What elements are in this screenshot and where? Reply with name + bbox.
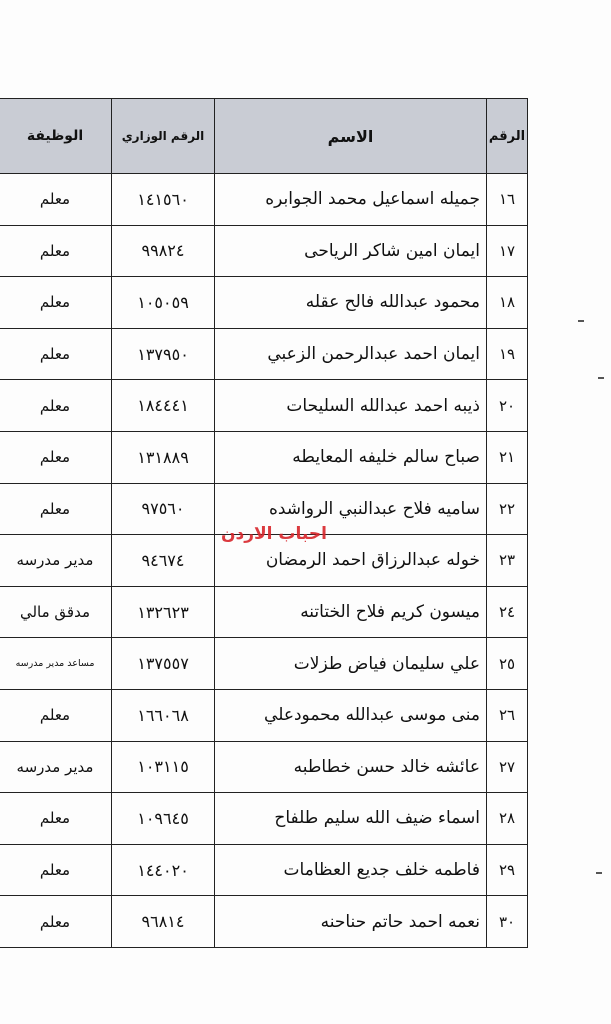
row-number: ٢٣: [487, 535, 528, 587]
row-name: صباح سالم خليفه المعايطه: [215, 431, 487, 483]
employee-table: [0, 98, 528, 948]
row-job: معلم: [0, 380, 112, 432]
header-number: الرقم: [487, 99, 528, 174]
table-row: [0, 586, 528, 638]
row-ministry-number: ١٣٧٩٥٠: [112, 328, 215, 380]
row-name: ايمان امين شاكر الرياحى: [215, 225, 487, 277]
table-body: [0, 174, 528, 948]
row-job: مدير مدرسه: [0, 535, 112, 587]
row-name: اسماء ضيف الله سليم طلفاح: [215, 793, 487, 845]
row-job: معلم: [0, 225, 112, 277]
row-number: ٢٤: [487, 586, 528, 638]
table-row: [0, 431, 528, 483]
table-row: [0, 380, 528, 432]
table-row: [0, 793, 528, 845]
row-name: خوله عبدالرزاق احمد الرمضان: [215, 535, 487, 587]
row-ministry-number: ٩٦٨١٤: [112, 896, 215, 948]
table-row: [0, 689, 528, 741]
row-number: ١٧: [487, 225, 528, 277]
row-name: نعمه احمد حاتم حناحنه: [215, 896, 487, 948]
row-ministry-number: ١٠٩٦٤٥: [112, 793, 215, 845]
row-name: ايمان احمد عبدالرحمن الزعبي: [215, 328, 487, 380]
row-job: معلم: [0, 844, 112, 896]
row-number: ١٩: [487, 328, 528, 380]
row-name: علي سليمان فياض طزلات: [215, 638, 487, 690]
table-row: [0, 638, 528, 690]
row-name: ساميه فلاح عبدالنبي الرواشده: [215, 483, 487, 535]
row-number: ٣٠: [487, 896, 528, 948]
row-job: معلم: [0, 277, 112, 329]
row-number: ٢٧: [487, 741, 528, 793]
row-number: ٢٦: [487, 689, 528, 741]
table-row: [0, 174, 528, 226]
table-row: [0, 741, 528, 793]
row-ministry-number: ١٣٢٦٢٣: [112, 586, 215, 638]
row-name: محمود عبدالله فالح عقله: [215, 277, 487, 329]
row-name: جميله اسماعيل محمد الجوابره: [215, 174, 487, 226]
row-job: معلم: [0, 431, 112, 483]
row-number: ٢٠: [487, 380, 528, 432]
table-row: [0, 844, 528, 896]
scan-mark: [578, 320, 584, 322]
row-name: منى موسى عبدالله محمودعلي: [215, 689, 487, 741]
row-ministry-number: ١٣٧٥٥٧: [112, 638, 215, 690]
row-job: مساعد مدير مدرسه: [0, 638, 112, 690]
row-name: ذيبه احمد عبدالله السليحات: [215, 380, 487, 432]
header-ministry-number: الرقم الوزاري: [112, 99, 215, 174]
table-row: [0, 277, 528, 329]
row-job: معلم: [0, 483, 112, 535]
row-number: ٢٥: [487, 638, 528, 690]
row-ministry-number: ١٨٤٤٤١: [112, 380, 215, 432]
row-job: مدير مدرسه: [0, 741, 112, 793]
watermark-text: احباب الاردن: [221, 524, 327, 544]
header-job: الوظيفة: [0, 99, 112, 174]
row-number: ٢٢: [487, 483, 528, 535]
row-ministry-number: ٩٩٨٢٤: [112, 225, 215, 277]
row-job: معلم: [0, 896, 112, 948]
row-name: عائشه خالد حسن خطاطبه: [215, 741, 487, 793]
row-job: معلم: [0, 689, 112, 741]
row-name: ميسون كريم فلاح الختاتنه: [215, 586, 487, 638]
table-row: [0, 328, 528, 380]
row-job: معلم: [0, 328, 112, 380]
table-row: [0, 896, 528, 948]
scan-mark: [596, 872, 602, 874]
row-job: مدقق مالي: [0, 586, 112, 638]
row-ministry-number: ١٣١٨٨٩: [112, 431, 215, 483]
row-ministry-number: ٩٧٥٦٠: [112, 483, 215, 535]
row-ministry-number: ١٠٥٠٥٩: [112, 277, 215, 329]
row-ministry-number: ١٤١٥٦٠: [112, 174, 215, 226]
row-ministry-number: ١٤٤٠٢٠: [112, 844, 215, 896]
row-number: ١٦: [487, 174, 528, 226]
row-job: معلم: [0, 174, 112, 226]
row-number: ٢٩: [487, 844, 528, 896]
table-row: [0, 225, 528, 277]
row-number: ٢٨: [487, 793, 528, 845]
row-number: ١٨: [487, 277, 528, 329]
row-name: فاطمه خلف جديع العظامات: [215, 844, 487, 896]
row-ministry-number: ١٦٦٠٦٨: [112, 689, 215, 741]
header-name: الاسم: [215, 99, 487, 174]
row-job: معلم: [0, 793, 112, 845]
table-header-row: [0, 99, 528, 174]
row-ministry-number: ١٠٣١١٥: [112, 741, 215, 793]
scan-mark: [598, 377, 604, 379]
row-ministry-number: ٩٤٦٧٤: [112, 535, 215, 587]
row-number: ٢١: [487, 431, 528, 483]
